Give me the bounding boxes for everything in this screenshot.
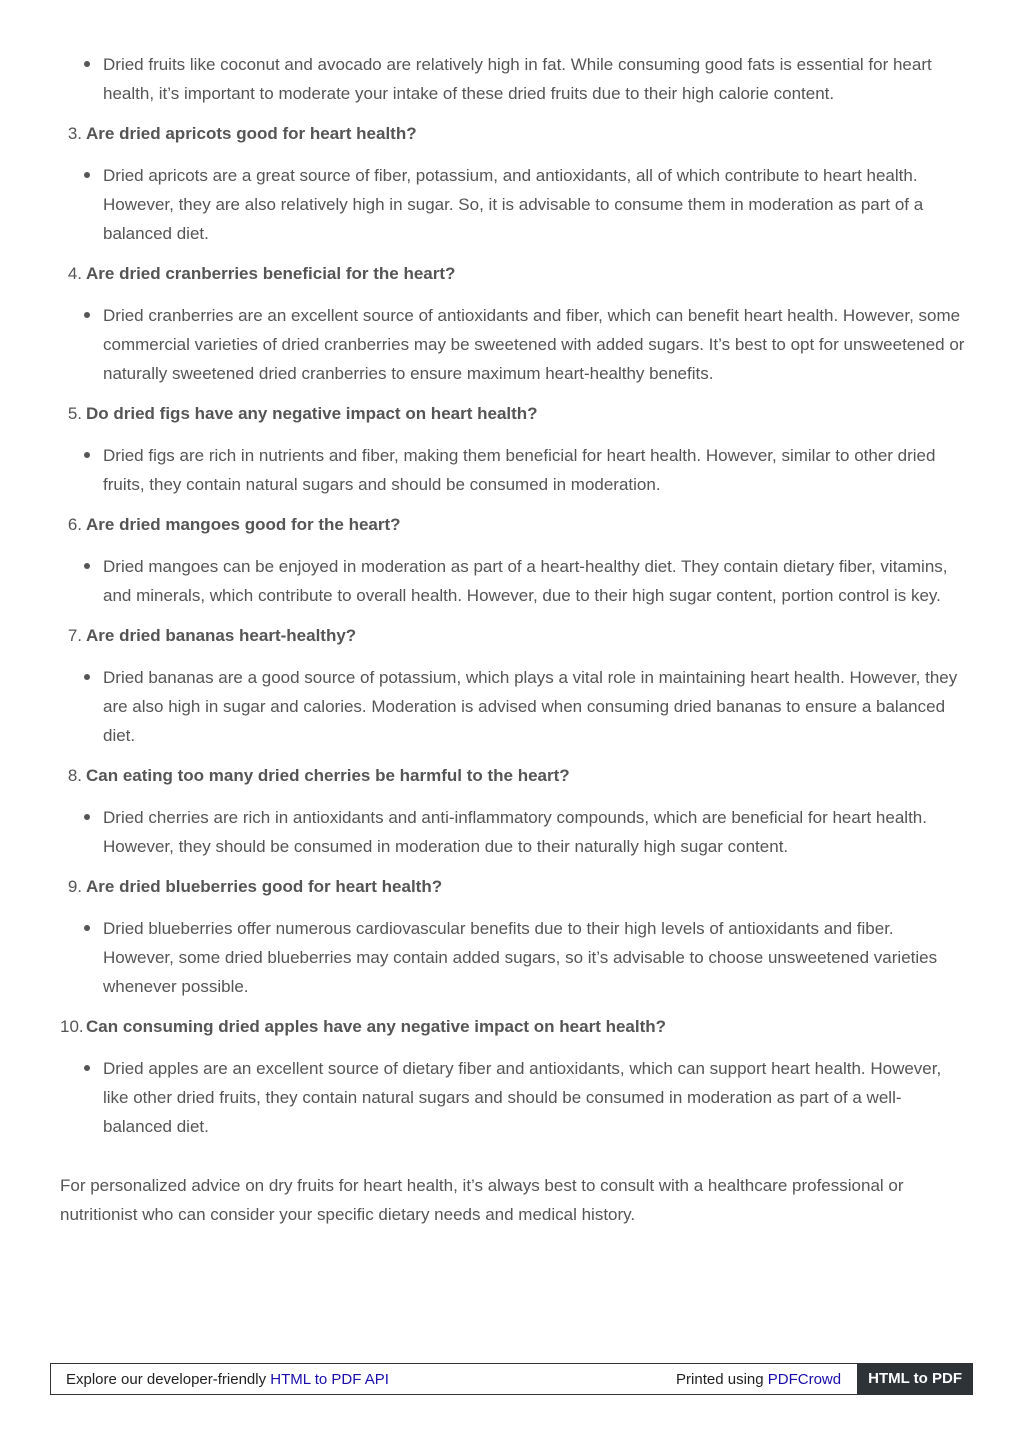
faq-answer: Dried cherries are rich in antioxidants and anti-inflammatory compounds, which are beneficial for heart health. However, they should be consumed in moderation due to their naturally high sugar content. [103, 803, 965, 861]
faq-answer-list [60, 663, 965, 750]
faq-question-text: Are dried apricots good for heart health? [86, 124, 417, 143]
faq-answer: Dried figs are rich in nutrients and fiber, making them beneficial for heart health. However, similar to other dried fruits, they contain natural sugars and should be consumed in moderation. [103, 441, 965, 499]
faq-answer: Dried blueberries offer numerous cardiovascular benefits due to their high levels of antioxidants and fiber. However, some dried blueberries may contain added sugars, so it’s advisable to choose unsweetened varieties whenever possible. [103, 914, 965, 1001]
faq-number: 7. [67, 626, 82, 645]
intro-bullet-list [60, 50, 965, 108]
faq-item [60, 1013, 965, 1141]
faq-answer: Dried bananas are a good source of potassium, which plays a vital role in maintaining heart health. However, they are also high in sugar and calories. Moderation is advised when consuming dried bananas to ensure a balanced diet. [103, 663, 965, 750]
faq-question-text: Are dried cranberries beneficial for the heart? [86, 264, 456, 283]
faq-item [60, 873, 965, 1001]
faq-item [60, 622, 965, 750]
faq-answer-list [60, 914, 965, 1001]
faq-answer-list [60, 803, 965, 861]
faq-number: 5. [67, 404, 82, 423]
footer-promo-text: Explore our developer-friendly [66, 1370, 271, 1388]
footer-printed-text: Printed using [676, 1370, 768, 1388]
faq-answer-list [60, 552, 965, 610]
faq-item [60, 511, 965, 610]
faq-answer-list [60, 441, 965, 499]
faq-question [60, 762, 965, 790]
faq-number: 4. [67, 264, 82, 283]
faq-item [60, 120, 965, 248]
faq-number: 10. [60, 1017, 84, 1036]
faq-question [60, 511, 965, 539]
faq-answer: Dried mangoes can be enjoyed in moderation as part of a heart-healthy diet. They contain dietary fiber, vitamins, and minerals, which contribute to overall health. However, due to their high sugar content, portion control is key. [103, 552, 965, 610]
closing-paragraph: For personalized advice on dry fruits for heart health, it’s always best to consult with a healthcare professional or nutritionist who can consider your specific dietary needs and medical history. [60, 1176, 904, 1224]
faq-item [60, 762, 965, 861]
faq-question-text: Can eating too many dried cherries be harmful to the heart? [86, 766, 570, 785]
faq-answer: Dried cranberries are an excellent source of antioxidants and fiber, which can benefit heart health. However, some commercial varieties of dried cranberries may be sweetened with added sugars. It’s best to opt for unsweetened or naturally sweetened dried cranberries to ensure maximum heart-healthy benefits. [103, 301, 965, 388]
pdfcrowd-footer-banner [50, 1363, 973, 1395]
footer-promo [51, 1371, 676, 1388]
faq-answer-list [60, 1054, 965, 1141]
faq-number: 6. [67, 515, 82, 534]
faq-question [60, 120, 965, 148]
faq-question [60, 400, 965, 428]
faq-answer-list [60, 161, 965, 248]
faq-question [60, 873, 965, 901]
article-content [60, 50, 965, 1246]
faq-item [60, 260, 965, 388]
faq-number: 3. [67, 124, 82, 143]
faq-question [60, 1013, 965, 1041]
faq-number: 8. [67, 766, 82, 785]
faq-question [60, 260, 965, 288]
faq-answer: Dried apples are an excellent source of dietary fiber and antioxidants, which can support heart health. However, like other dried fruits, they contain natural sugars and should be consumed in moderation as part of a well-balanced diet. [103, 1054, 965, 1141]
faq-answer-list [60, 301, 965, 388]
html-to-pdf-button[interactable]: HTML to PDF [857, 1363, 973, 1395]
faq-question-text: Are dried bananas heart-healthy? [86, 626, 357, 645]
pdfcrowd-link[interactable]: PDFCrowd [767, 1370, 842, 1388]
faq-number: 9. [67, 877, 82, 896]
html-to-pdf-api-link[interactable]: HTML to PDF API [270, 1370, 389, 1388]
intro-bullet: Dried fruits like coconut and avocado are relatively high in fat. While consuming good fats is essential for heart health, it’s important to moderate your intake of these dried fruits due to their high calorie content. [103, 50, 965, 108]
faq-item [60, 400, 965, 499]
footer-printed-using [676, 1371, 857, 1388]
faq-question [60, 622, 965, 650]
faq-question-text: Can consuming dried apples have any negative impact on heart health? [86, 1017, 667, 1036]
faq-list [60, 120, 965, 1141]
faq-question-text: Are dried blueberries good for heart health? [86, 877, 443, 896]
faq-answer: Dried apricots are a great source of fiber, potassium, and antioxidants, all of which contribute to heart health. However, they are also relatively high in sugar. So, it is advisable to consume them in moderation as part of a balanced diet. [103, 161, 965, 248]
faq-question-text: Are dried mangoes good for the heart? [86, 515, 401, 534]
faq-question-text: Do dried figs have any negative impact on heart health? [86, 404, 538, 423]
